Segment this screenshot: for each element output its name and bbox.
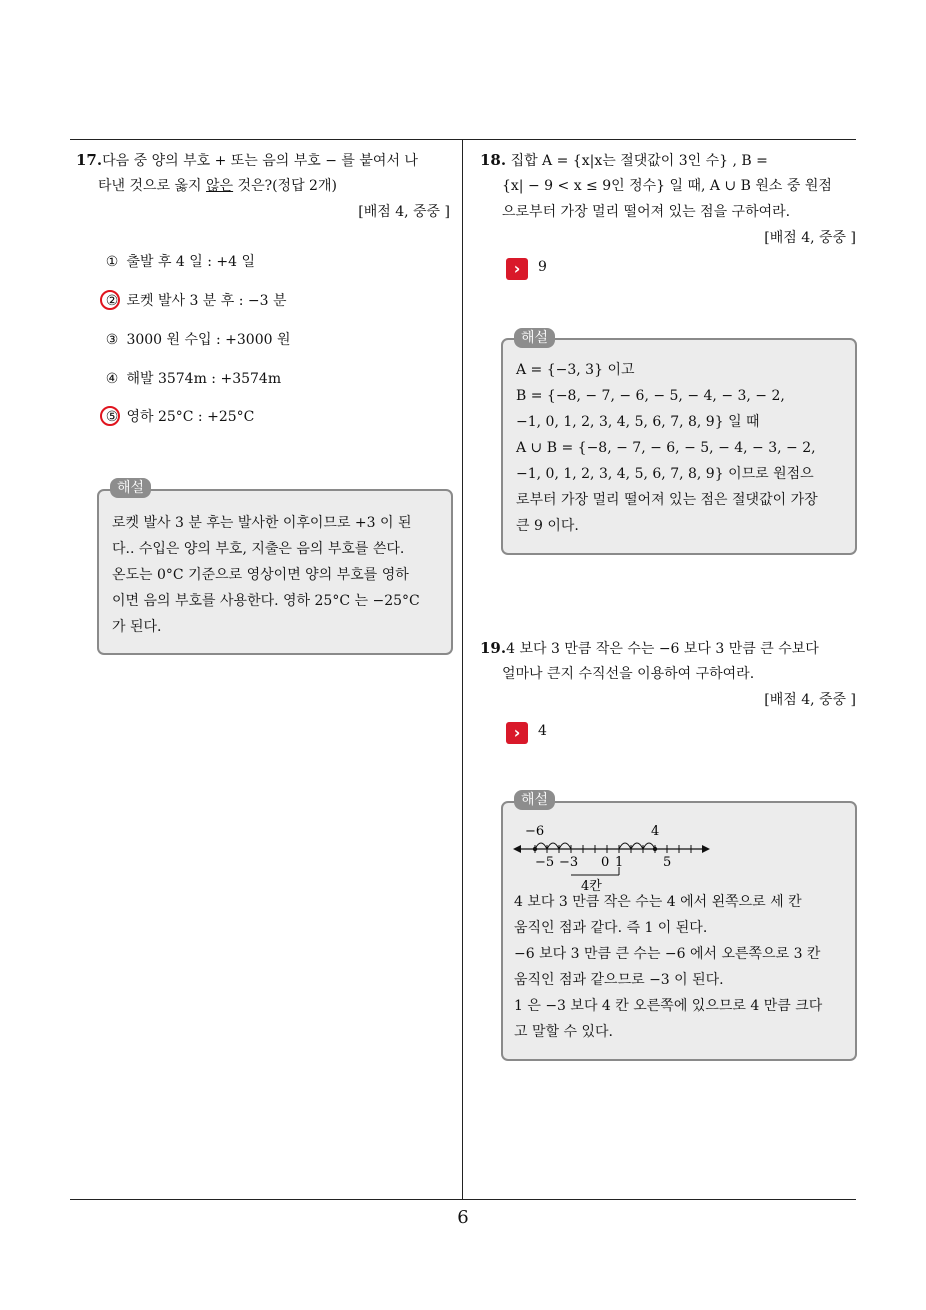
point-4 <box>653 847 657 851</box>
bottom-rule <box>70 1199 856 1200</box>
explanation-line: 로부터 가장 멀리 떨어져 있는 점은 절댓값이 가장 <box>516 492 818 508</box>
explanation-box <box>97 489 453 655</box>
label-top-left: −6 <box>525 824 545 839</box>
right-arrow-icon <box>702 845 710 853</box>
option-5[interactable]: ⑤ 영하 25°C : +25°C <box>105 409 255 425</box>
explanation-line: B = {−8, − 7, − 6, − 5, − 4, − 3, − 2, <box>516 388 785 404</box>
question-number: 17. <box>76 151 103 169</box>
correct-answer-circle <box>100 406 120 426</box>
explanation-line: 고 말할 수 있다. <box>514 1024 613 1040</box>
explanation-box <box>501 338 857 555</box>
explanation-line: A ∪ B = {−8, − 7, − 6, − 5, − 4, − 3, − 2, <box>516 440 816 456</box>
tick-label: −5 <box>535 855 555 870</box>
answer-arrow-icon: › <box>506 722 528 744</box>
emphasized-word: 않은 <box>206 178 234 194</box>
option-3[interactable]: ③ 3000 원 수입 : +3000 원 <box>105 332 291 348</box>
question-text-line2: {x| − 9 < x ≤ 9인 정수} 일 때, A ∪ B 원소 중 원점 <box>502 178 832 194</box>
tick-label: 5 <box>663 855 672 870</box>
explanation-line: A = {−3, 3} 이고 <box>516 362 635 378</box>
label-top-right: 4 <box>651 824 660 839</box>
option-4[interactable]: ④ 해발 3574m : +3574m <box>105 371 282 387</box>
explanation-line: 움직인 점과 같다. 즉 1 이 된다. <box>514 920 708 936</box>
column-divider <box>462 140 463 1200</box>
question-text-line1: 다음 중 양의 부호 + 또는 음의 부호 − 를 붙여서 나 <box>102 153 418 169</box>
explanation-line: 움직인 점과 같으므로 −3 이 된다. <box>514 972 724 988</box>
answer-arrow-icon: › <box>506 258 528 280</box>
left-arrow-icon <box>513 845 521 853</box>
explanation-line: 1 은 −3 보다 4 칸 오른쪽에 있으므로 4 만큼 크다 <box>514 998 823 1014</box>
explanation-line: 다.. 수입은 양의 부호, 지출은 음의 부호를 쓴다. <box>112 541 405 557</box>
explanation-line: −1, 0, 1, 2, 3, 4, 5, 6, 7, 8, 9} 일 때 <box>516 414 760 430</box>
tick-label: −3 <box>559 855 579 870</box>
explanation-line: 온도는 0°C 기준으로 영상이면 양의 부호를 영하 <box>112 567 409 583</box>
explanation-line: 4 보다 3 만큼 작은 수는 4 에서 왼쪽으로 세 칸 <box>514 894 802 910</box>
tick-label: 1 <box>615 855 624 870</box>
question-text-line2: 타낸 것으로 옳지 않은 것은?(정답 2개) <box>98 178 337 194</box>
explanation-tag: 해설 <box>514 328 555 348</box>
gap-label: 4칸 <box>581 879 602 893</box>
score-meta: [배점 4, 중중 ] <box>358 204 450 220</box>
explanation-line: −1, 0, 1, 2, 3, 4, 5, 6, 7, 8, 9} 이므로 원점으 <box>516 466 814 482</box>
question-text-line1: 집합 A = {x|x는 절댓값이 3인 수} , B = <box>510 153 768 169</box>
question-number: 19. <box>480 639 507 657</box>
explanation-box <box>501 801 857 1061</box>
tick-label: 0 <box>601 855 610 870</box>
question-number: 18. <box>480 151 507 169</box>
explanation-tag: 해설 <box>514 790 555 810</box>
explanation-line: −6 보다 3 만큼 큰 수는 −6 에서 오른쪽으로 3 칸 <box>514 946 821 962</box>
answer-value: 9 <box>538 259 547 275</box>
option-1[interactable]: ① 출발 후 4 일 : +4 일 <box>105 254 256 270</box>
question-text-line3: 으로부터 가장 멀리 떨어져 있는 점을 구하여라. <box>502 204 791 220</box>
explanation-line: 로켓 발사 3 분 후는 발사한 이후이므로 +3 이 된 <box>112 515 412 531</box>
question-text-line2: 얼마나 큰지 수직선을 이용하여 구하여라. <box>502 666 755 682</box>
number-line-diagram <box>511 821 711 893</box>
explanation-line: 큰 9 이다. <box>516 518 579 534</box>
point-minus6 <box>533 847 537 851</box>
correct-answer-circle <box>100 290 120 310</box>
score-meta: [배점 4, 중중 ] <box>764 692 856 708</box>
page-number: 6 <box>457 1207 469 1228</box>
explanation-line: 가 된다. <box>112 619 162 635</box>
top-rule <box>70 139 856 140</box>
explanation-tag: 해설 <box>110 478 151 498</box>
score-meta: [배점 4, 중중 ] <box>764 230 856 246</box>
answer-value: 4 <box>538 723 547 739</box>
explanation-line: 이면 음의 부호를 사용한다. 영하 25°C 는 −25°C <box>112 593 420 609</box>
option-2[interactable]: ② 로켓 발사 3 분 후 : −3 분 <box>105 293 287 309</box>
question-text-line1: 4 보다 3 만큼 작은 수는 −6 보다 3 만큼 큰 수보다 <box>506 641 819 657</box>
